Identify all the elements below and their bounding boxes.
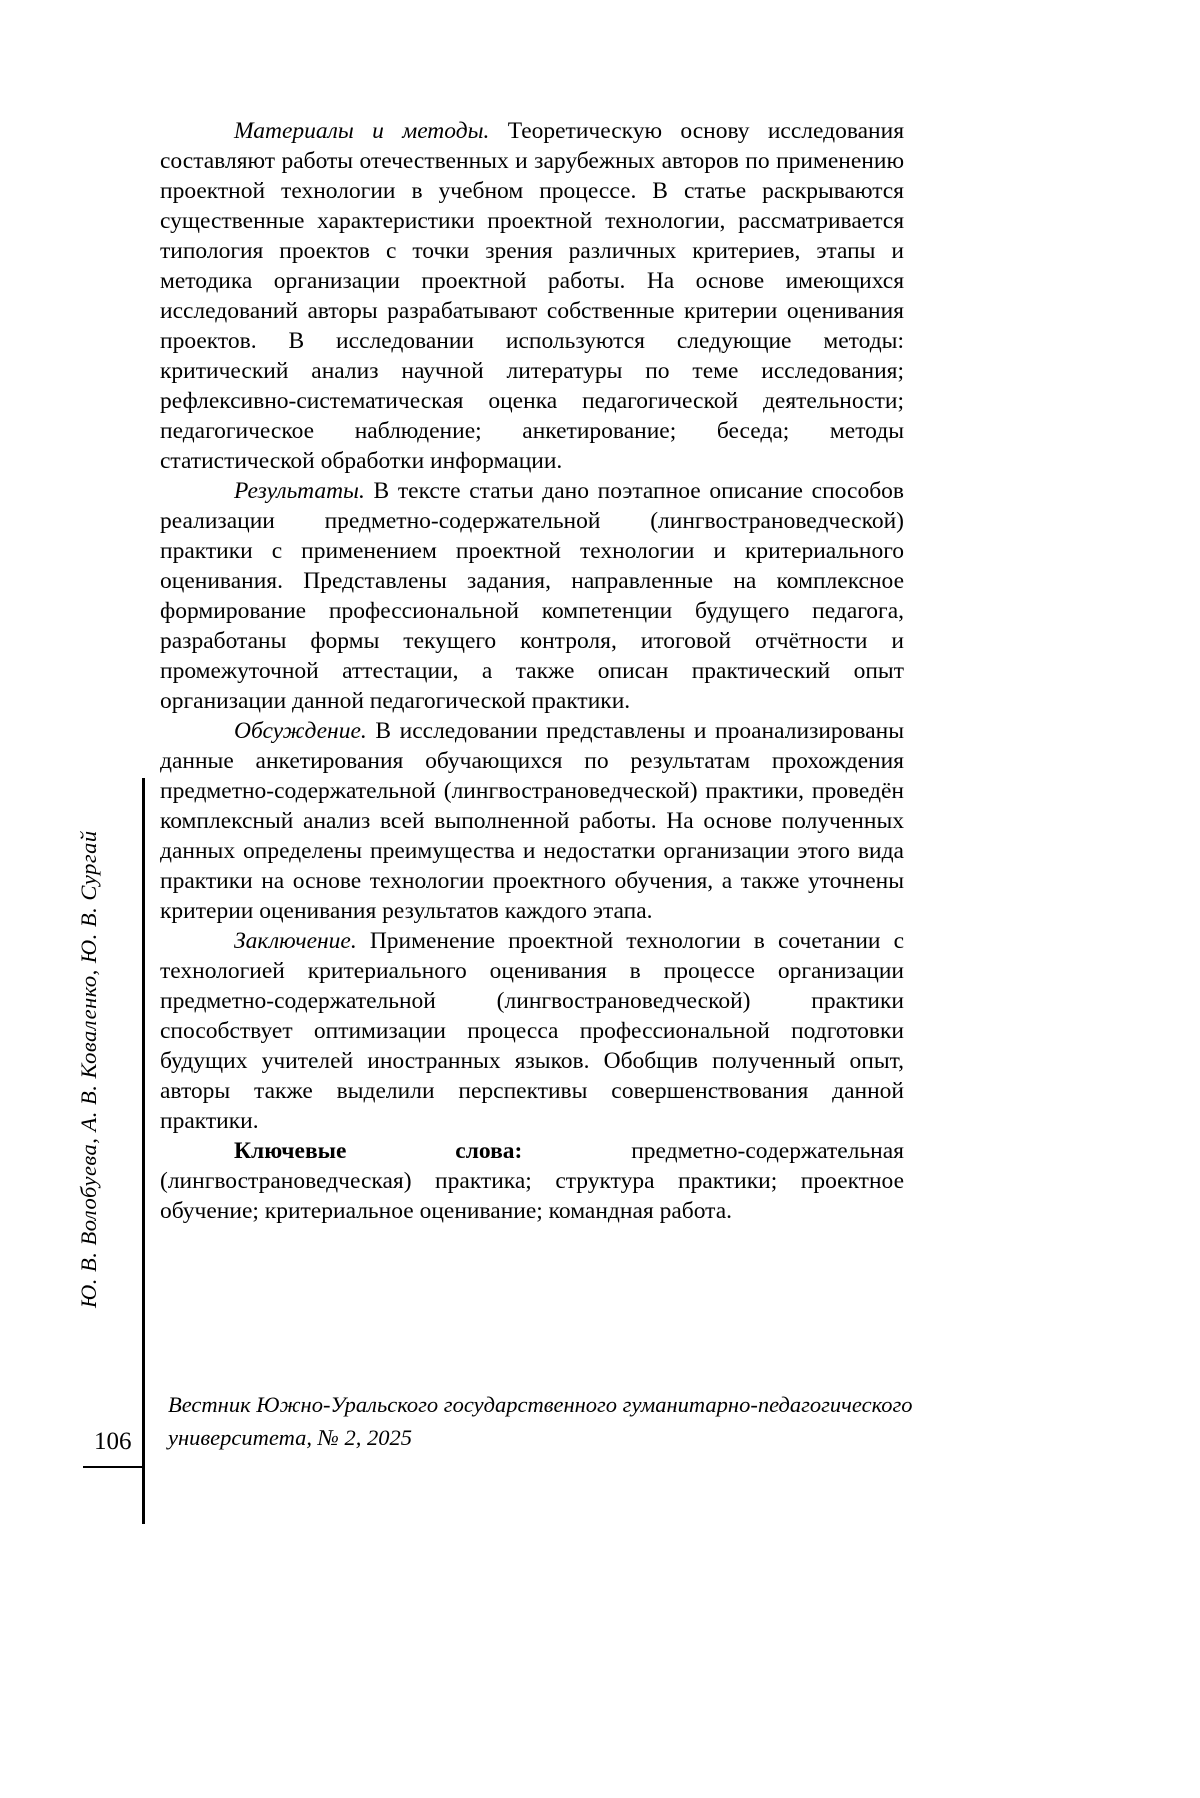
abstract-text-block [160, 116, 904, 1226]
sidebar-author-names: Ю. В. Волобуева, А. В. Коваленко, Ю. В. Сургай [76, 830, 101, 1308]
footer-issue-info: университета, № 2, 2025 [168, 1425, 412, 1450]
paragraph-results [160, 476, 904, 716]
keywords-lead: Ключевые слова: [234, 1138, 523, 1164]
page-number-rule [83, 1466, 145, 1468]
footer-journal-title: Вестник Южно-Уральского государственного гуманитарно-педагогического [168, 1392, 913, 1417]
paragraph-discussion [160, 716, 904, 926]
journal-footer [168, 1388, 914, 1454]
paragraph-conclusion [160, 926, 904, 1136]
paragraph-lead: Материалы и методы. [234, 118, 490, 144]
keywords-body: предметно-содержательная (лингвострановедческая) практика; структура практики; проектное обучение; критериальное оценивание; командная работа. [160, 1138, 904, 1224]
page-number: 106 [94, 1428, 132, 1455]
paragraph-materials-methods [160, 116, 904, 476]
paragraph-lead: Результаты. [234, 478, 365, 504]
paragraph-body: В исследовании представлены и проанализированы данные анкетирования обучающихся по результатам прохождения предметно-содержательной (лингвострановедческой) практики, проведён комплексный анализ всей выполненной работы. На основе полученных данных определены преимущества и недостатки организации этого вида практики на основе технологии проектного обучения, а также уточнены критерии оценивания результатов каждого этапа. [160, 718, 905, 924]
paragraph-keywords [160, 1136, 904, 1226]
paragraph-body: Теоретическую основу исследования составляют работы отечественных и зарубежных авторов по применению проектной технологии в учебном процессе. В статье раскрываются существенные характеристики проектной технологии, рассматривается типология проектов с точки зрения различных критериев, этапы и методика организации проектной работы. На основе имеющихся исследований авторы разрабатывают собственные критерии оценивания проектов. В исследовании используются следующие методы: критический анализ научной литературы по теме исследования; рефлексивно-систематическая оценка педагогической деятельности; педагогическое наблюдение; анкетирование; беседа; методы статистической обработки информации. [160, 118, 904, 474]
paragraph-lead: Обсуждение. [234, 718, 367, 744]
paragraph-body: В тексте статьи дано поэтапное описание способов реализации предметно-содержательной (лингвострановедческой) практики с применением проектной технологии и критериального оценивания. Представлены задания, направленные на комплексное формирование профессиональной компетенции будущего педагога, разработаны формы текущего контроля, итоговой отчётности и промежуточной аттестации, а также описан практический опыт организации данной педагогической практики. [160, 478, 904, 714]
paragraph-body: Применение проектной технологии в сочетании с технологией критериального оценивания в процессе организации предметно-содержательной (лингвострановедческой) практики способствует оптимизации процесса профессиональной подготовки будущих учителей иностранных языков. Обобщив полученный опыт, авторы также выделили перспективы совершенствования данной практики. [160, 928, 905, 1134]
margin-vertical-rule [142, 778, 145, 1524]
paragraph-lead: Заключение. [234, 928, 357, 954]
